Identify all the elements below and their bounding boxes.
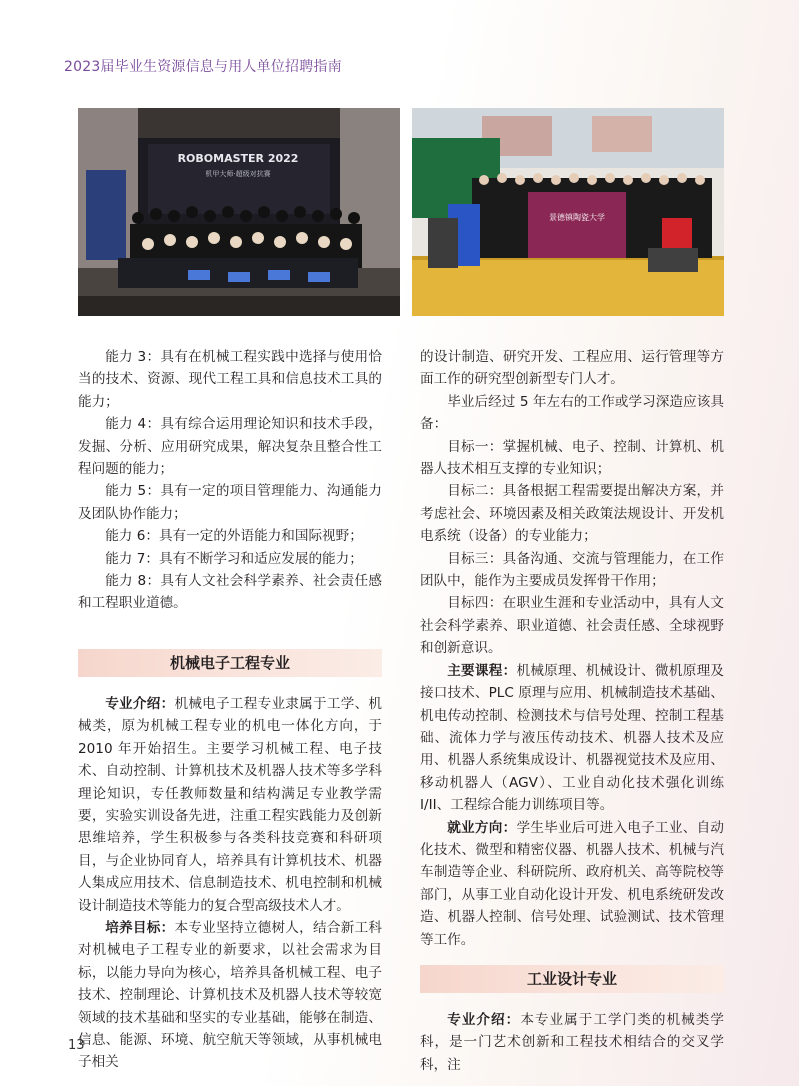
target-2: 目标二：具备根据工程需要提出解决方案，并考虑社会、环境因素及相关政策法规设计、开发机电系统（设备）的专业能力； [420, 483, 724, 545]
courses-label: 主要课程： [447, 662, 517, 679]
right-column [420, 346, 724, 1076]
career-label: 就业方向： [447, 819, 517, 836]
goal-continuation: 的设计制造、研究开发、工程应用、运行管理等方面工作的研究型创新型专门人才。 [420, 349, 724, 388]
industrial-design-intro [420, 1009, 724, 1076]
id-intro-label: 专业介绍： [447, 1011, 521, 1028]
career-text: 学生毕业后可进入电子工业、自动化技术、微型和精密仪器、机器人技术、机械与汽车制造等企业、科研院所、政府机关、高等院校等部门，从事工业自动化设计开发、机电系统研发改造、机器人控制、信号处理、试验测试、技术管理等工作。 [420, 819, 725, 948]
target-4: 目标四：在职业生涯和专业活动中，具有人文社会科学素养、职业道德、社会责任感、全球视野和创新意识。 [420, 595, 724, 657]
flag-text: 景德镇陶瓷大学 [549, 213, 605, 222]
goal-label: 培养目标： [105, 919, 175, 936]
section-title-industrial-design: 工业设计专业 [420, 965, 724, 993]
intro-text: 机械电子工程专业隶属于工学、机械类，原为机械工程专业的机电一体化方向，于 2010 年开始招生。主要学习机械工程、电子技术、自动控制、计算机技术及机器人技术等多学科理论知识，专任教师数量和结构满足专业教学需要，实验实训设备先进，注重工程实践能力及创新思维培养，学生积极参与各类科技竞赛和科研项目，与企业协同育人，培养具有计算机技术、机器人集成应用技术、信息制造技术、机电控制和机械设计制造技术等能力的复合型高级技术人才。 [78, 695, 383, 914]
team-flag-photo [412, 108, 724, 316]
id-intro-text: 本专业属于工学门类的机械类学科，是一门艺术创新和工程技术相结合的交叉学科，注 [420, 1011, 725, 1073]
banner-title: ROBOMASTER 2022 [177, 152, 299, 165]
running-header: 2023届毕业生资源信息与用人单位招聘指南 [64, 59, 342, 75]
ability-5: 能力 5：具有一定的项目管理能力、沟通能力及团队协作能力； [78, 483, 382, 522]
ability-7: 能力 7：具有不断学习和适应发展的能力； [105, 550, 363, 567]
left-column [78, 346, 382, 1074]
robomaster-team-photo [78, 108, 400, 316]
career-direction [420, 817, 724, 951]
target-3: 目标三：具备沟通、交流与管理能力，在工作团队中，能作为主要成员发挥骨干作用； [420, 550, 724, 590]
banner-subtitle: 机甲大师·超级对抗赛 [205, 170, 271, 178]
intro-label: 专业介绍： [105, 695, 175, 712]
ability-8: 能力 8：具有人文社会科学素养、社会责任感和工程职业道德。 [78, 573, 382, 612]
courses-text: 机械原理、机械设计、微机原理及接口技术、PLC 原理与应用、机械制造技术基础、机电传动控制、检测技术与信号处理、控制工程基础、流体力学与液压传动技术、机器人技术及应用、机器人系统集成设计、机器视觉技术及应用、移动机器人（AGV）、工业自动化技术强化训练 I/II、工程综合能力训练项目等。 [420, 662, 725, 814]
target-1: 目标一：掌握机械、电子、控制、计算机、机器人技术相互支撑的专业知识； [420, 438, 724, 478]
main-courses [420, 660, 724, 817]
mechatronics-goal [78, 917, 382, 1074]
section-title-mechatronics: 机械电子工程专业 [78, 649, 382, 677]
mechatronics-intro [78, 693, 382, 917]
page-number: 13 [68, 1038, 85, 1053]
ability-3: 能力 3：具有在机械工程实践中选择与使用恰当的技术、资源、现代工程工具和信息技术工具的能力； [78, 349, 382, 410]
goal-text: 本专业坚持立德树人，结合新工科对机械电子工程专业的新要求，以社会需求为目标，以能力导向为核心，培养具备机械工程、电子技术、控制理论、计算机技术及机器人技术等较宽领域的技术基础和坚实的专业基础，能够在制造、信息、能源、环境、航空航天等领域，从事机械电子相关 [78, 919, 383, 1071]
after-graduation: 毕业后经过 5 年左右的工作或学习深造应该具备： [420, 393, 724, 433]
ability-4: 能力 4：具有综合运用理论知识和技术手段，发掘、分析、应用研究成果，解决复杂且整合性工程问题的能力； [78, 416, 382, 478]
ability-6: 能力 6：具有一定的外语能力和国际视野； [105, 528, 363, 545]
